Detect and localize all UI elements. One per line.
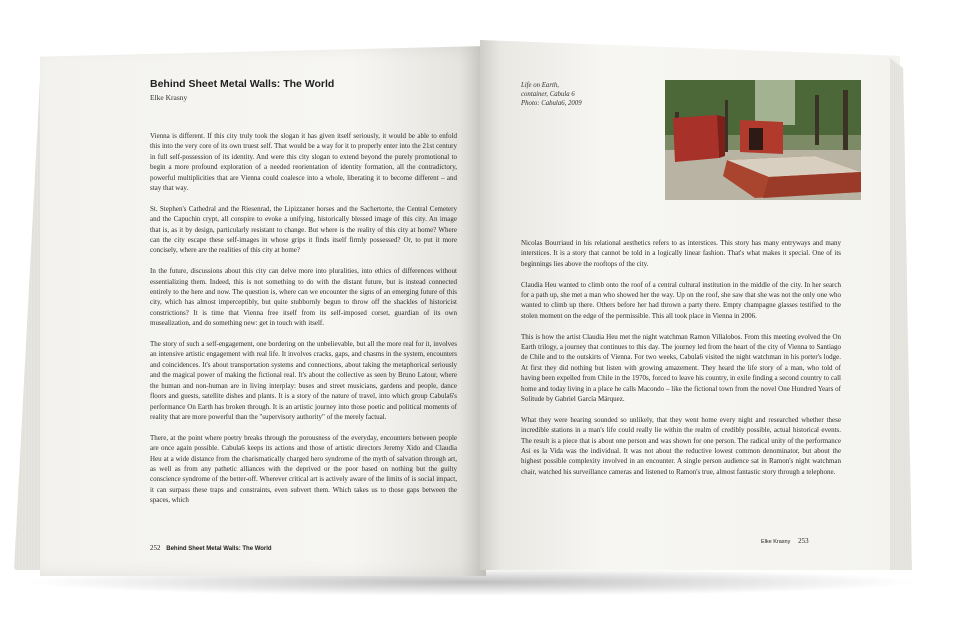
photo-illustration: [665, 80, 861, 200]
page-number-right: 253: [798, 537, 809, 545]
paragraph: What they were hearing sounded so unlikely, that they went home every night and researched whether these incredible stations in a man's life could really lie within the realm of credibly possible, actual historical events. The result is a piece that is about one person and was shown for one person. The radical unity of the performance Asi es la Vida was the individual. It was not about the reductive lowest common denominator, but about the highest possible complexity involved in an encounter. A single person audience sat in Ramon's night watchman chair, watched his surveillance cameras and listened to Ramon's true, almost fantastic story through a telephone.: [521, 415, 841, 476]
left-page-content: [150, 78, 457, 505]
caption-line: Photo: Cabula6, 2009: [521, 100, 582, 107]
paragraph: The story of such a self-engagement, one bordering on the unbelievable, but all the more real for it, involves an intensive artistic engagement with real life. It involves cracks, gaps, and chasms in the system, encounters and coincidences. It's about transportation systems and connections, about taking the metaphorical seriously and the magical power of making the fictional real. It's about the collective as seen by Bruno Latour, where the human and non-human are in living interplay: buses and street musicians, gardens and people, dance floors and guests, satellite dishes and plants. It is a story of the nature of travel, into which group Cabula6's performance On Earth has broken through. It is an artistic journey into those poetic and political moments of reality that are more powerful than the "supervisory authority" of the merely factual.: [150, 340, 457, 421]
left-body-text: [150, 131, 457, 516]
running-head-right: Elke Krasny: [761, 539, 791, 545]
page-stack-right: [890, 58, 912, 570]
paragraph: St. Stephen's Cathedral and the Riesenrad, the Lipizzaner horses and the Sachertorte, the Central Cemetery and the Capuchin crypt, all conspire to evoke a unifying, historically blessed image of this city. An image that is, as it by design, particularly resistant to change. But where is the reality of this city at home? Where can the city escape these self-images in whose grips it finds itself firmly possessed? Or, to put it more concisely, where are the realities of this city at home?: [150, 204, 457, 255]
left-folio: [150, 544, 272, 552]
chapter-author: Elke Krasny: [150, 93, 188, 102]
photo-caption: [521, 81, 582, 108]
chapter-title: Behind Sheet Metal Walls: The World: [150, 78, 335, 90]
running-head-left: Behind Sheet Metal Walls: The World: [166, 546, 272, 552]
right-body-text: [521, 238, 841, 488]
paragraph: Vienna is different. If this city truly took the slogan it has given itself seriously, it would be able to enfold this into the very core of its own truest self. That would be a way for it to properly enter into the 21st century in full self-possession of its identity. And were this city slogan to extend beyond the purely promotional to begin a more profound exploration of a needed reorientation of identity formation, all the contradictory, powerful multiplicities that are Vienna could coalesce into a whole, liberating it to become different – and stay that way.: [150, 132, 457, 193]
paragraph: This is how the artist Claudia Heu met the night watchman Ramon Villalobos. From this meeting evolved the On Earth trilogy, a journey that continues to this day. The journey led from the heart of the city of Vienna to Santiago de Chile and to the outskirts of Vienna. For two weeks, Cabula6 visited the night watchman in his porter's lodge. At first they did nothing but listen with growing amazement. They heard the life story of a man, who told of having been expelled from Chile in the 1970s, forced to leave his country, in exile finding a second country to call home and today living in a place he calls Macondo – like the fictional town from the novel One Hundred Years of Solitude by Gabriel García Márquez.: [521, 332, 841, 404]
paragraph: There, at the point where poetry breaks through the porousness of the everyday, encounters between people are once again possible. Cabula6 keeps its actions and those of artistic directors Jeremy Xido and Claudia Heu at a wide distance from the charismatically charged hero syndrome of the myth of salvation through art, as well as from any pathetic alliances with the deprived or the poor based on nothing but the guilty conscience syndrome of the better-off. Wherever critical art is actively aware of the limits of is social impact, it can surpass these traps and constraints, even subvert them. Which takes us to those gaps between the spaces, which: [150, 433, 457, 505]
caption-line: container, Cabula 6: [521, 91, 575, 98]
paragraph: Nicolas Bourriaud in his relational aesthetics refers to as interstices. This story has many entryways and many interstices. It is a story that cannot be told in a logically linear fashion. That's what makes it special. One of its beginnings lies above the rooftops of the city.: [521, 239, 841, 268]
right-folio: [761, 537, 809, 545]
caption-line: Life on Earth,: [521, 82, 559, 89]
photograph-container-installation: [665, 80, 861, 200]
paragraph: Claudia Heu wanted to climb onto the roof of a central cultural institution in the middle of the city. In her search for a path up, she met a man who showed her the way. Up on the roof, she saw that she was not the only one who wanted to climb up there. Others before her had thrown a party there. Empty champagne glasses testified to the stolen moment on the edge of the permissible. This all took place in Vienna in 2006.: [521, 280, 841, 320]
page-number-left: 252: [150, 544, 161, 552]
paragraph: In the future, discussions about this city can delve more into pluralities, into ethics of differences without essentializing them. Indeed, this is not something to do with the distant future, but is instead connected entirely to the here and now. The question is, where can we encounter the signs of an emerging future of this city, which has almost imperceptibly, but quite stubbornly begun to throw off the shackles of historicist constrictions? It is time that Vienna free itself from its self-imposed corset, guardian of its own musealization, and do something new: get in touch with itself.: [150, 267, 457, 328]
